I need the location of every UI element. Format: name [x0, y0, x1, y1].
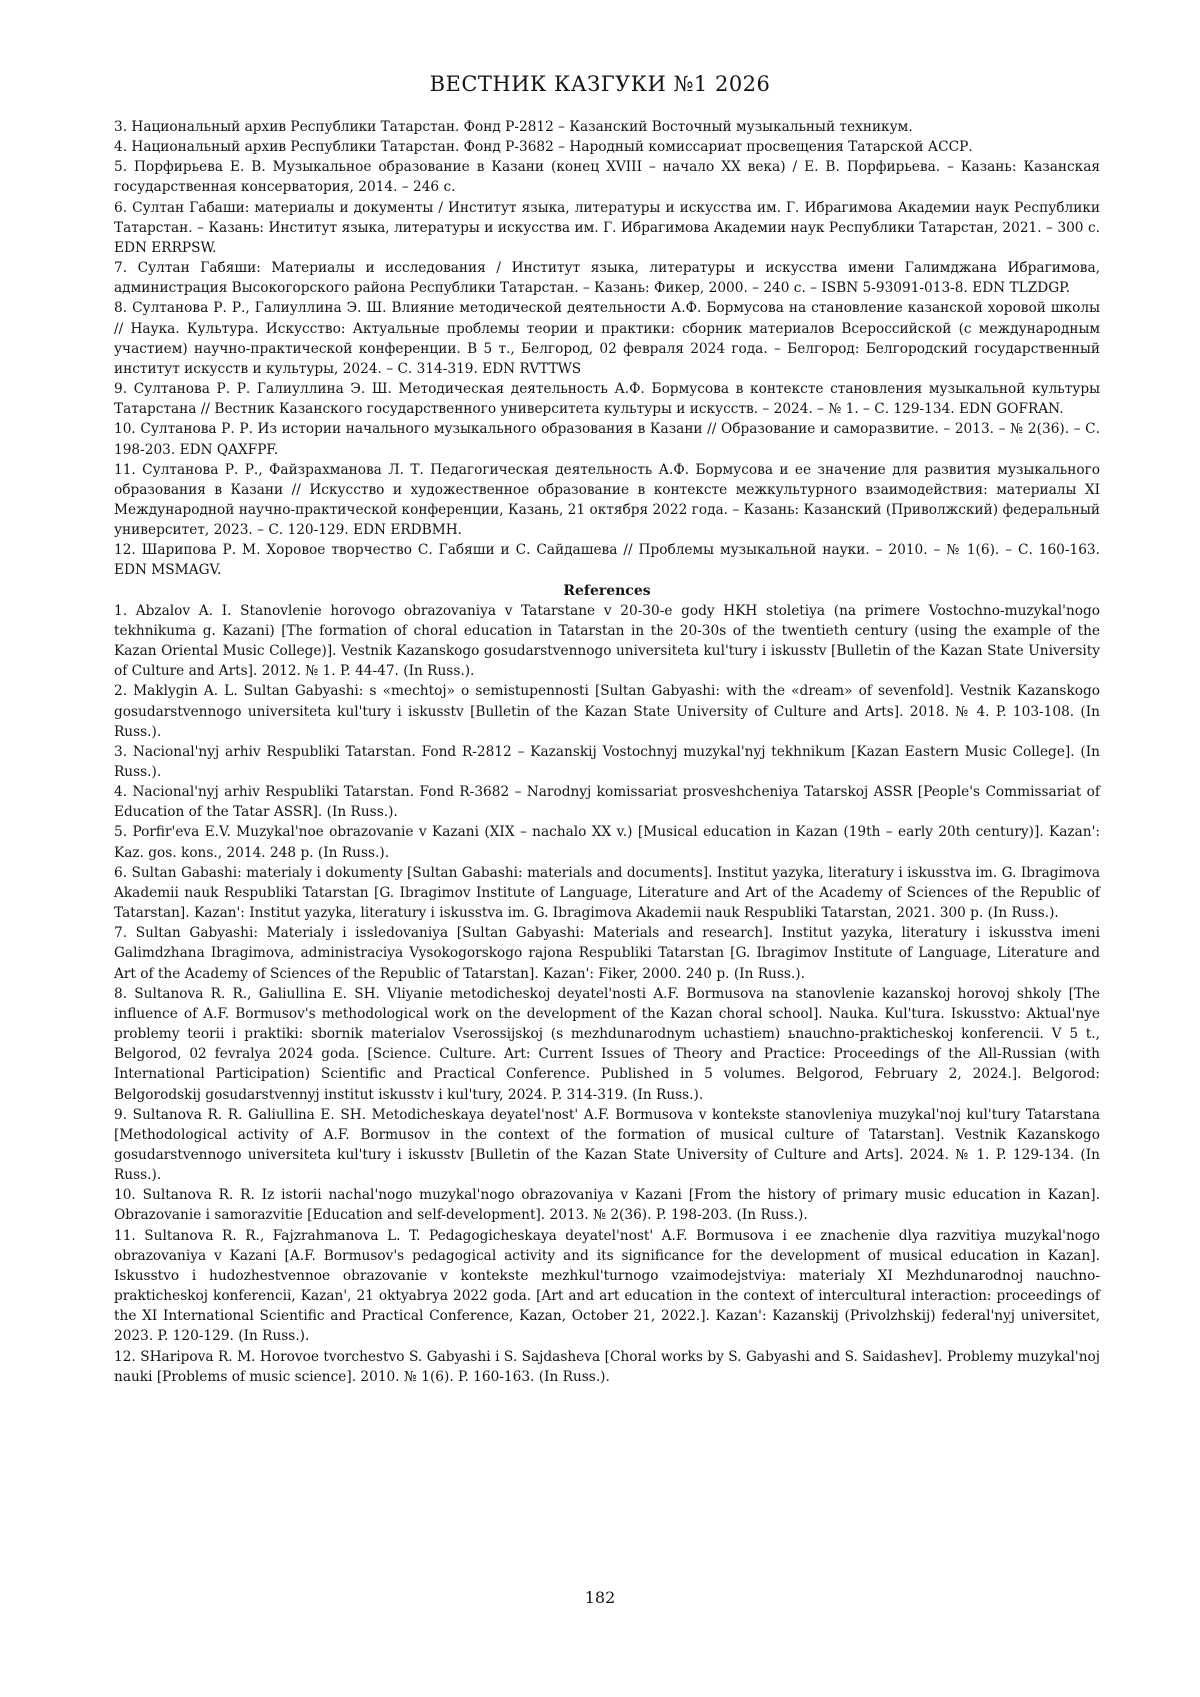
en-ref-2: 2. Maklygin A. L. Sultan Gabyashi: s «mechtoj» o semistupennosti [Sultan Gabyashi: with the «dream» of sevenfold]. Vestnik Kazanskogo gosudarstvennogo universiteta kul'tury i iskusstv [Bulletin of the Kazan State University of Culture and Arts]. 2018. № 4. P. 103-108. (In Russ.).	[114, 683, 1100, 740]
en-ref-1: 1. Abzalov A. I. Stanovlenie horovogo obrazovaniya v Tatarstane v 20-30-e gody HKH stoletiya (na primere Vostochno-muzykal'nogo tekhnikuma g. Kazani) [The formation of choral education in Tatarstan in the 20-30s of the twentieth century (using the example of the Kazan Oriental Music College)]. Vestnik Kazanskogo gosudarstvennogo universiteta kul'tury i iskusstv [Bulletin of the Kazan State University of Culture and Arts]. 2012. № 1. P. 44-47. (In Russ.).	[114, 602, 1100, 680]
page-number: 182	[584, 1588, 616, 1607]
ru-ref-3: 3. Национальный архив Республики Татарстан. Фонд Р-2812 – Казанский Восточный музыкальный техникум.	[114, 119, 913, 135]
ru-ref-9: 9. Султанова Р. Р. Галиуллина Э. Ш. Методическая деятельность А.Ф. Бормусова в контексте становления музыкальной культуры Татарстана // Вестник Казанского государственного университета культуры и искусств. – 2024. – № 1. – С. 129-134. EDN GOFRAN.	[114, 381, 1100, 418]
reference-list	[114, 117, 1100, 1387]
en-ref-4: 4. Nacional'nyj arhiv Respubliki Tatarstan. Fond R-3682 – Narodnyj komissariat prosveshcheniya Tatarskoj ASSR [People's Commissariat of Education of the Tatar ASSR]. (In Russ.).	[114, 784, 1100, 821]
references-heading: References	[563, 582, 651, 599]
en-ref-6: 6. Sultan Gabashi: materialy i dokumenty [Sultan Gabashi: materials and documents]. Institut yazyka, literatury i iskusstva im. G. Ibragimova Akademii nauk Respubliki Tatarstan [G. Ibragimov Institute of Language, Literature and Art of the Academy of Sciences of the Republic of Tatarstan]. Kazan': Institut yazyka, literatury i iskusstva im. G. Ibragimova Akademii nauk Respubliki Tatarstan, 2021. 300 p. (In Russ.).	[114, 864, 1100, 922]
en-ref-3: 3. Nacional'nyj arhiv Respubliki Tatarstan. Fond R-2812 – Kazanskij Vostochnyj muzykal'nyj tekhnikum [Kazan Eastern Music College]. (In Russ.).	[114, 743, 1100, 780]
ru-ref-6: 6. Султан Габаши: материалы и документы / Институт языка, литературы и искусства им. Г. Ибрагимова Академии наук Республики Татарстан. – Казань: Институт языка, литературы и искусства им. Г. Ибрагимова Академии наук Республики Татарстан, 2021. – 300 с. EDN ERRPSW.	[114, 199, 1100, 256]
en-ref-5: 5. Porfir'eva E.V. Muzykal'noe obrazovanie v Kazani (XIX – nachalo XX v.) [Musical education in Kazan (19th – early 20th century)]. Kazan': Kaz. gos. kons., 2014. 248 p. (In Russ.).	[114, 824, 1100, 861]
en-ref-10: 10. Sultanova R. R. Iz istorii nachal'nogo muzykal'nogo obrazovaniya v Kazani [From the history of primary music education in Kazan]. Obrazovanie i samorazvitie [Education and self-development]. 2013. № 2(36). P. 198-203. (In Russ.).	[114, 1187, 1100, 1224]
en-ref-8: 8. Sultanova R. R., Galiullina E. SH. Vliyanie metodicheskoj deyatel'nosti A.F. Bormusova na stanovlenie kazanskoj horovoj shkoly [The influence of A.F. Bormusov's methodological work on the development of the Kazan choral school]. Nauka. Kul'tura. Iskusstvo: Aktual'nye problemy teorii i praktiki: sbornik materialov Vserossijskoj (s mezhdunarodnym uchastiem) ьnauchno-prakticheskoj konferencii. V 5 t., Belgorod, 02 fevralya 2024 goda. [Science. Culture. Art: Current Issues of Theory and Practice: Proceedings of the All-Russian (with International Participation) Scientific and Practical Conference. Published in 5 volumes. Belgorod, February 2, 2024.]. Belgorod: Belgorodskij gosudarstvennyj institut iskusstv i kul'tury, 2024. P. 314-319. (In Russ.).	[114, 985, 1100, 1103]
ru-ref-7: 7. Султан Габяши: Материалы и исследования / Институт языка, литературы и искусства имени Галимджана Ибрагимова, администрация Высокогорского района Республики Татарстан. – Казань: Фикер, 2000. – 240 с. – ISBN 5-93091-013-8. EDN TLZDGP.	[114, 260, 1100, 297]
ru-ref-11: 11. Султанова Р. Р., Файзрахманова Л. Т. Педагогическая деятельность А.Ф. Бормусова и ее значение для развития музыкального образования в Казани // Искусство и художественное образование в контексте межкультурного взаимодействия: материалы XI Международной научно-практической конференции, Казань, 21 октября 2022 года. – Казань: Казанский (Приволжский) федеральный университет, 2023. – С. 120-129. EDN ERDBMH.	[114, 461, 1100, 539]
en-ref-9: 9. Sultanova R. R. Galiullina E. SH. Metodicheskaya deyatel'nost' A.F. Bormusova v kontekste stanovleniya muzykal'noj kul'tury Tatarstana [Methodological activity of A.F. Bormusov in the context of the formation of musical culture of Tatarstan]. Vestnik Kazanskogo gosudarstvennogo universiteta kul'tury i iskusstv [Bulletin of the Kazan State University of Culture and Arts]. 2024. № 1. P. 129-134. (In Russ.).	[114, 1106, 1100, 1184]
ru-ref-5: 5. Порфирьева Е. В. Музыкальное образование в Казани (конец XVIII – начало XX века) / Е. В. Порфирьева. – Казань: Казанская государственная консерватория, 2014. – 246 с.	[114, 159, 1100, 196]
journal-header: ВЕСТНИК КАЗГУКИ №1 2026	[429, 72, 771, 96]
ru-ref-4: 4. Национальный архив Республики Татарстан. Фонд Р-3682 – Народный комиссариат просвещения Татарской АССР.	[114, 139, 973, 156]
ru-ref-12: 12. Шарипова Р. М. Хоровое творчество С. Габяши и С. Сайдашева // Проблемы музыкальной науки. – 2010. – № 1(6). – С. 160-163. EDN MSMAGV.	[114, 542, 1100, 579]
ru-ref-10: 10. Султанова Р. Р. Из истории начального музыкального образования в Казани // Образование и саморазвитие. – 2013. – № 2(36). – С. 198-203. EDN QAXFPF.	[114, 421, 1100, 458]
en-ref-11: 11. Sultanova R. R., Fajzrahmanova L. T. Pedagogicheskaya deyatel'nost' A.F. Bormusova i ee znachenie dlya razvitiya muzykal'nogo obrazovaniya v Kazani [A.F. Bormusov's pedagogical activity and its significance for the development of musical education in Kazan]. Iskusstvo i hudozhestvennoe obrazovanie v kontekste mezhkul'turnogo vzaimodejstviya: materialy XI Mezhdunarodnoj nauchno-prakticheskoj konferencii, Kazan', 21 oktyabrya 2022 goda. [Art and art education in the context of intercultural interaction: proceedings of the XI International Scientific and Practical Conference, Kazan, October 21, 2022.]. Kazan': Kazanskij (Privolzhskij) federal'nyj universitet, 2023. P. 120-129. (In Russ.).	[114, 1227, 1100, 1345]
ru-ref-8: 8. Султанова Р. Р., Галиуллина Э. Ш. Влияние методической деятельности А.Ф. Бормусова на становление казанской хоровой школы // Наука. Культура. Искусство: Актуальные проблемы теории и практики: сборник материалов Всероссийской (с международным участием) научно-практической конференции. В 5 т., Белгород, 02 февраля 2024 года. – Белгород: Белгородский государственный институт искусств и культуры, 2024. – С. 314-319. EDN RVTTWS	[114, 300, 1100, 377]
en-ref-12: 12. SHaripova R. M. Horovoe tvorchestvo S. Gabyashi i S. Sajdasheva [Choral works by S. Gabyashi and S. Saidashev]. Problemy muzykal'noj nauki [Problems of music science]. 2010. № 1(6). P. 160-163. (In Russ.).	[114, 1348, 1100, 1385]
en-ref-7: 7. Sultan Gabyashi: Materialy i issledovaniya [Sultan Gabyashi: Materials and research]. Institut yazyka, literatury i iskusstva imeni Galimdzhana Ibragimova, administraciya Vysokogorskogo rajona Respubliki Tatarstan [G. Ibragimov Institute of Language, Literature and Art of the Academy of Sciences of the Republic of Tatarstan]. Kazan': Fiker, 2000. 240 p. (In Russ.).	[114, 925, 1100, 982]
